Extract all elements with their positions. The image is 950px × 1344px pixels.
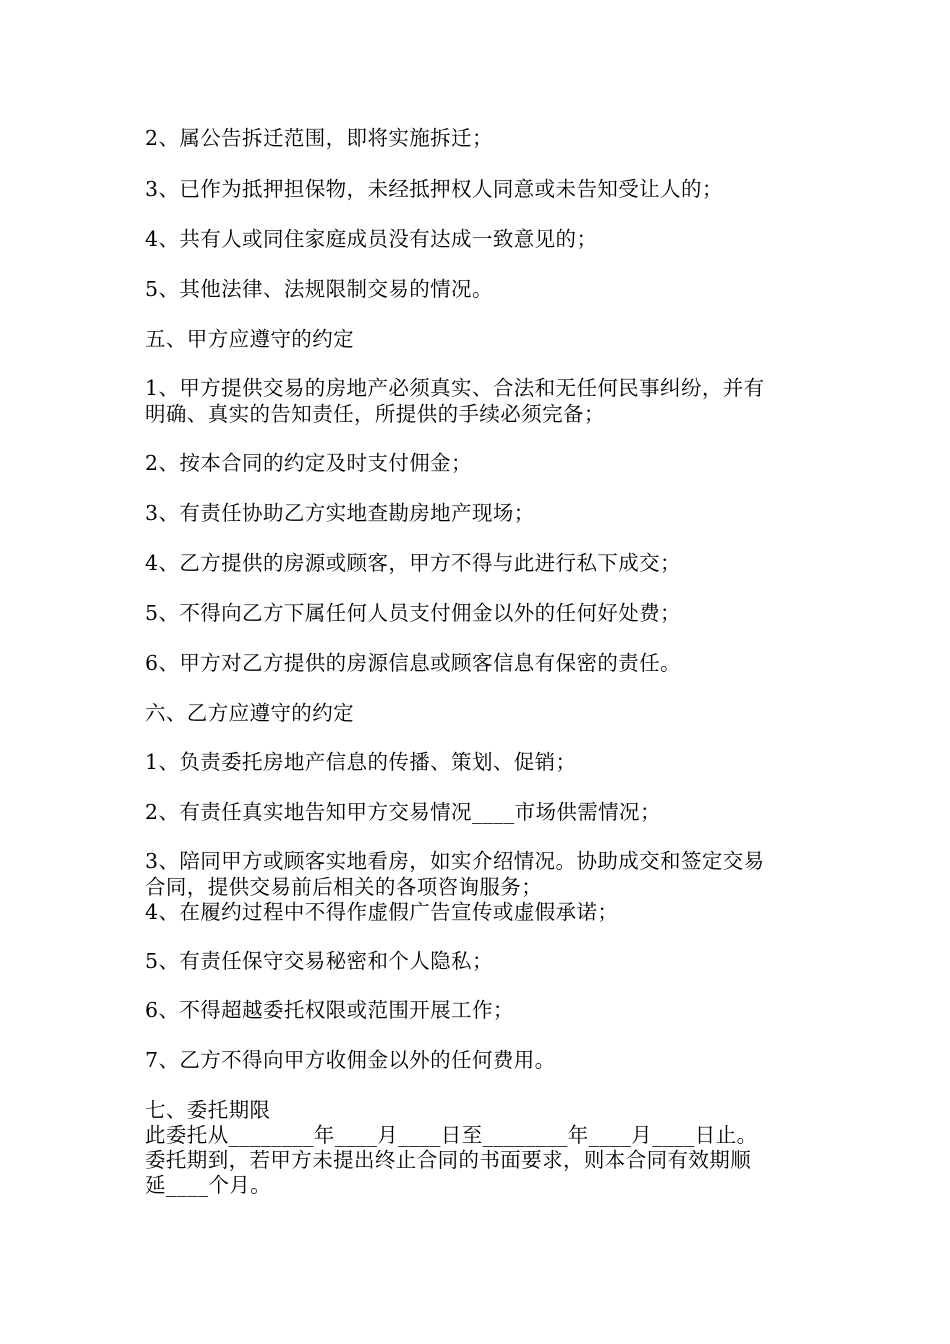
section6-heading: 六、乙方应遵守的约定 <box>145 701 354 725</box>
section5-item-4: 4、乙方提供的房源或顾客，甲方不得与此进行私下成交； <box>145 551 681 575</box>
section5-item-5: 5、不得向乙方下属任何人员支付佣金以外的任何好处费； <box>145 601 681 625</box>
section6-item-3-line2: 合同，提供交易前后相关的各项咨询服务； <box>145 875 543 899</box>
section6-item-2: 2、有责任真实地告知甲方交易情况____市场供需情况； <box>145 800 661 824</box>
section7-heading: 七、委托期限 <box>145 1098 271 1122</box>
section4-item-3: 3、已作为抵押担保物，未经抵押权人同意或未告知受让人的； <box>145 177 723 201</box>
section7-line3: 延____个月。 <box>145 1173 272 1197</box>
section5-item-2: 2、按本合同的约定及时支付佣金； <box>145 451 472 475</box>
section5-item-3: 3、有责任协助乙方实地查勘房地产现场； <box>145 501 535 525</box>
section6-item-6: 6、不得超越委托权限或范围开展工作； <box>145 998 514 1022</box>
section6-item-3-line1: 3、陪同甲方或顾客实地看房，如实介绍情况。协助成交和签定交易 <box>145 849 765 873</box>
section4-item-5: 5、其他法律、法规限制交易的情况。 <box>145 277 493 301</box>
section5-item-1-line2: 明确、真实的告知责任，所提供的手续必须完备； <box>145 402 605 426</box>
section6-item-5: 5、有责任保守交易秘密和个人隐私； <box>145 949 493 973</box>
section5-item-6: 6、甲方对乙方提供的房源信息或顾客信息有保密的责任。 <box>145 651 681 675</box>
section4-item-2: 2、属公告拆迁范围，即将实施拆迁； <box>145 126 493 150</box>
section6-item-1: 1、负责委托房地产信息的传播、策划、促销； <box>145 750 577 774</box>
section5-heading: 五、甲方应遵守的约定 <box>145 327 354 351</box>
section4-item-4: 4、共有人或同住家庭成员没有达成一致意见的； <box>145 227 598 251</box>
section7-line2: 委托期到，若甲方未提出终止合同的书面要求，则本合同有效期顺 <box>145 1148 752 1172</box>
section5-item-1-line1: 1、甲方提供交易的房地产必须真实、合法和无任何民事纠纷，并有 <box>145 376 765 400</box>
section6-item-4: 4、在履约过程中不得作虚假广告宣传或虚假承诺； <box>145 900 619 924</box>
section7-line1: 此委托从________年____月____日至________年____月____日止。 <box>145 1123 758 1147</box>
section6-item-7: 7、乙方不得向甲方收佣金以外的任何费用。 <box>145 1048 556 1072</box>
